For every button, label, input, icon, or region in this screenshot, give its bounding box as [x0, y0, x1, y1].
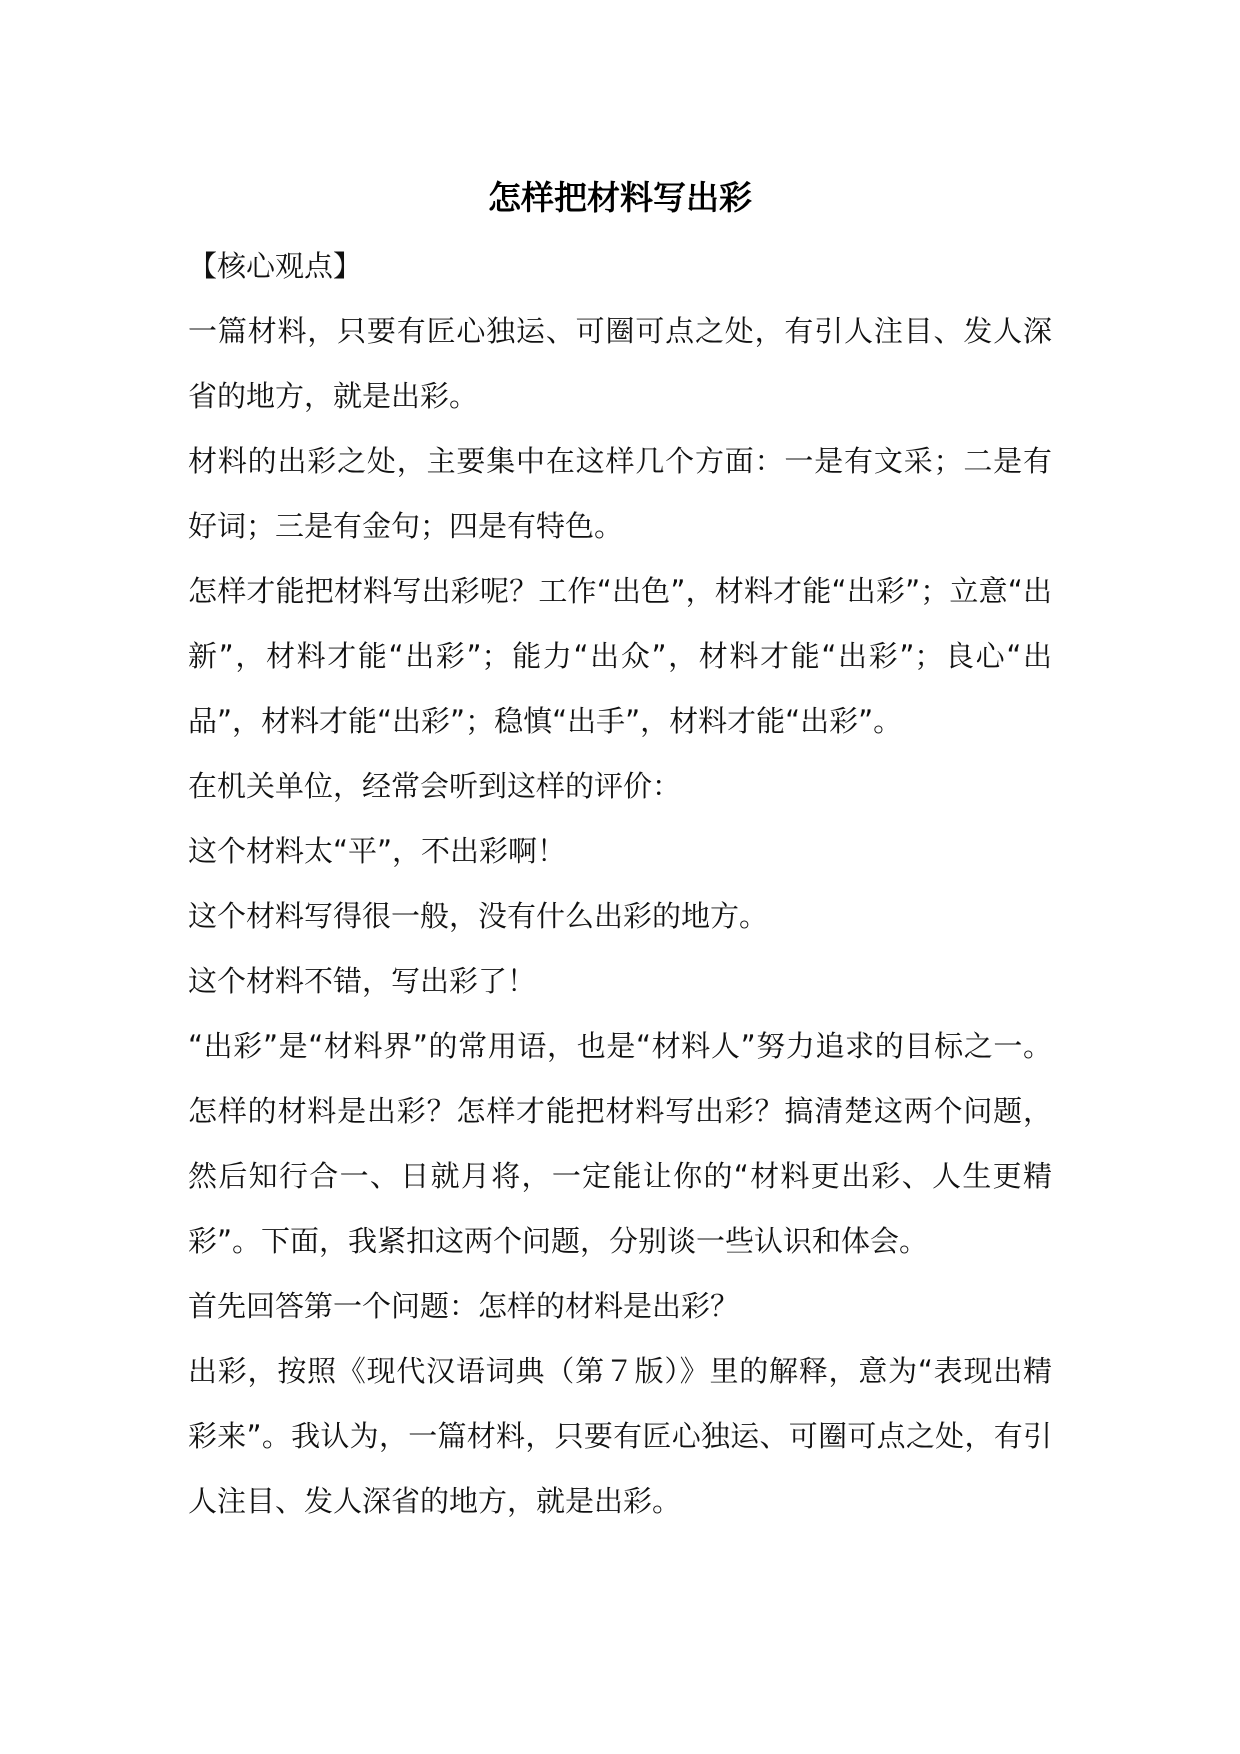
- body-paragraph: “出彩”是“材料界”的常用语，也是“材料人”努力追求的目标之一。怎样的材料是出彩？怎样才能把材料写出彩？搞清楚这两个问题，然后知行合一、日就月将，一定能让你的“材料更出彩、人生更精彩”。下面，我紧扣这两个问题，分别谈一些认识和体会。: [188, 1029, 1052, 1258]
- body-paragraph: 这个材料写得很一般，没有什么出彩的地方。: [188, 899, 769, 933]
- body-paragraph: 出彩，按照《现代汉语词典（第７版）》里的解释，意为“表现出精彩来”。我认为，一篇材料，只要有匠心独运、可圈可点之处，有引人注目、发人深省的地方，就是出彩。: [188, 1354, 1052, 1518]
- body-paragraph: 在机关单位，经常会听到这样的评价：: [188, 769, 682, 803]
- document-title: 怎样把材料写出彩: [488, 178, 752, 217]
- body-paragraph: 一篇材料，只要有匠心独运、可圈可点之处，有引人注目、发人深省的地方，就是出彩。: [188, 314, 1052, 413]
- section-heading-core-viewpoint: 【核心观点】: [188, 249, 363, 283]
- document-body: [188, 234, 1052, 1534]
- body-paragraph: 首先回答第一个问题：怎样的材料是出彩？: [188, 1289, 740, 1323]
- body-paragraph: 这个材料太“平”，不出彩啊！: [188, 834, 567, 868]
- body-paragraph: 怎样才能把材料写出彩呢？工作“出色”，材料才能“出彩”；立意“出新”，材料才能“出彩”；能力“出众”，材料才能“出彩”；良心“出品”，材料才能“出彩”；稳慎“出手”，材料才能“出彩”。: [188, 574, 1052, 738]
- body-paragraph: 这个材料不错，写出彩了！: [188, 964, 537, 998]
- body-paragraph: 材料的出彩之处，主要集中在这样几个方面：一是有文采；二是有好词；三是有金句；四是有特色。: [188, 444, 1052, 543]
